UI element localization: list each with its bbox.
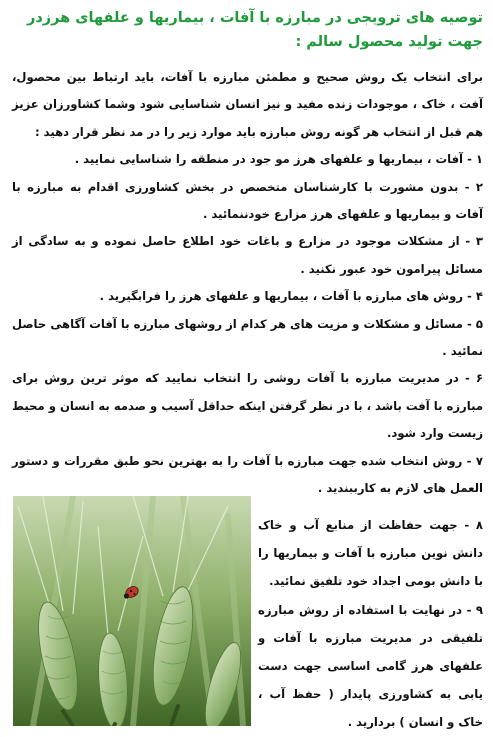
recommendation-item-2: ۲ - بدون مشورت با کارشناسان متخصص در بخش کشاورزی اقدام به مبارزه با آفات و بیماریها و علفهای هرز مزارع خودننمائید . (12, 179, 483, 222)
recommendation-item-1: ۱ - آفات ، بیماریها و علفهای هرز مو جود در منطقه را شناسایی نمایید . (74, 152, 483, 167)
recommendations-body (12, 64, 483, 503)
wheat-field-with-ladybug-photo (13, 496, 251, 726)
recommendation-item-4: ۴ - روش های مبارزه با آفات ، بیماریها و علفهای هرز را فرابگیرید . (99, 289, 483, 304)
recommendations-tail (258, 511, 483, 737)
recommendation-item-3: ۳ - از مشکلات موجود در مزارع و باغات خود اطلاع حاصل نموده و به سادگی از مسائل پیرامون خود عبور نکنید . (12, 234, 483, 276)
wheat-photo (13, 496, 251, 726)
intro-paragraph: برای انتخاب یک روش صحیح و مطمئن مبارزه با آفات، باید ارتباط بین محصول، آفت ، خاک ، موجودات زنده مفید و نیز انسان شناسایی شود وشما کشاورزان عزیز هم قبل از انتخاب هر گونه روش مبارزه باید موارد زیر را در مد نظر قرار دهید : (12, 70, 483, 139)
page-title: توصیه های ترویجی در مبارزه با آفات ، بیماریها و علفهای هرزدر جهت تولید محصول سالم : (26, 10, 483, 50)
recommendation-item-5: ۵ - مسائل و مشکلات و مزیت های هر کدام از روشهای مبارزه با آفات آگاهی حاصل نمائید . (12, 316, 483, 359)
recommendation-item-8: ۸ - جهت حفاظت از منابع آب و خاک دانش نوین مبارزه با آفات و بیماریها را با دانش بومی اجداد خود تلفیق نمائید. (258, 518, 483, 589)
recommendation-item-7: ۷ - روش انتخاب شده جهت مبارزه با آفات را به بهترین نحو طبق مقررات و دستور العمل های لازم به کارببندید . (12, 453, 483, 496)
recommendation-item-6: ۶ - در مدیریت مبارزه با آفات روشی را انتخاب نمایید که موثر ترین روش برای مبارزه با آفت باشد ، با در نظر گرفتن اینکه حداقل آسیب و صدمه به انسان و محیط زیست وارد شود. (12, 371, 483, 441)
recommendation-item-9: ۹ - در نهایت با استفاده از روش مبارزه تلفیقی در مدیریت مبارزه با آفات و علفهای هرز گامی اساسی جهت دست یابی به کشاورزی پایدار ( حفظ آب ، خاک و انسان ) بردارید . (258, 602, 483, 730)
